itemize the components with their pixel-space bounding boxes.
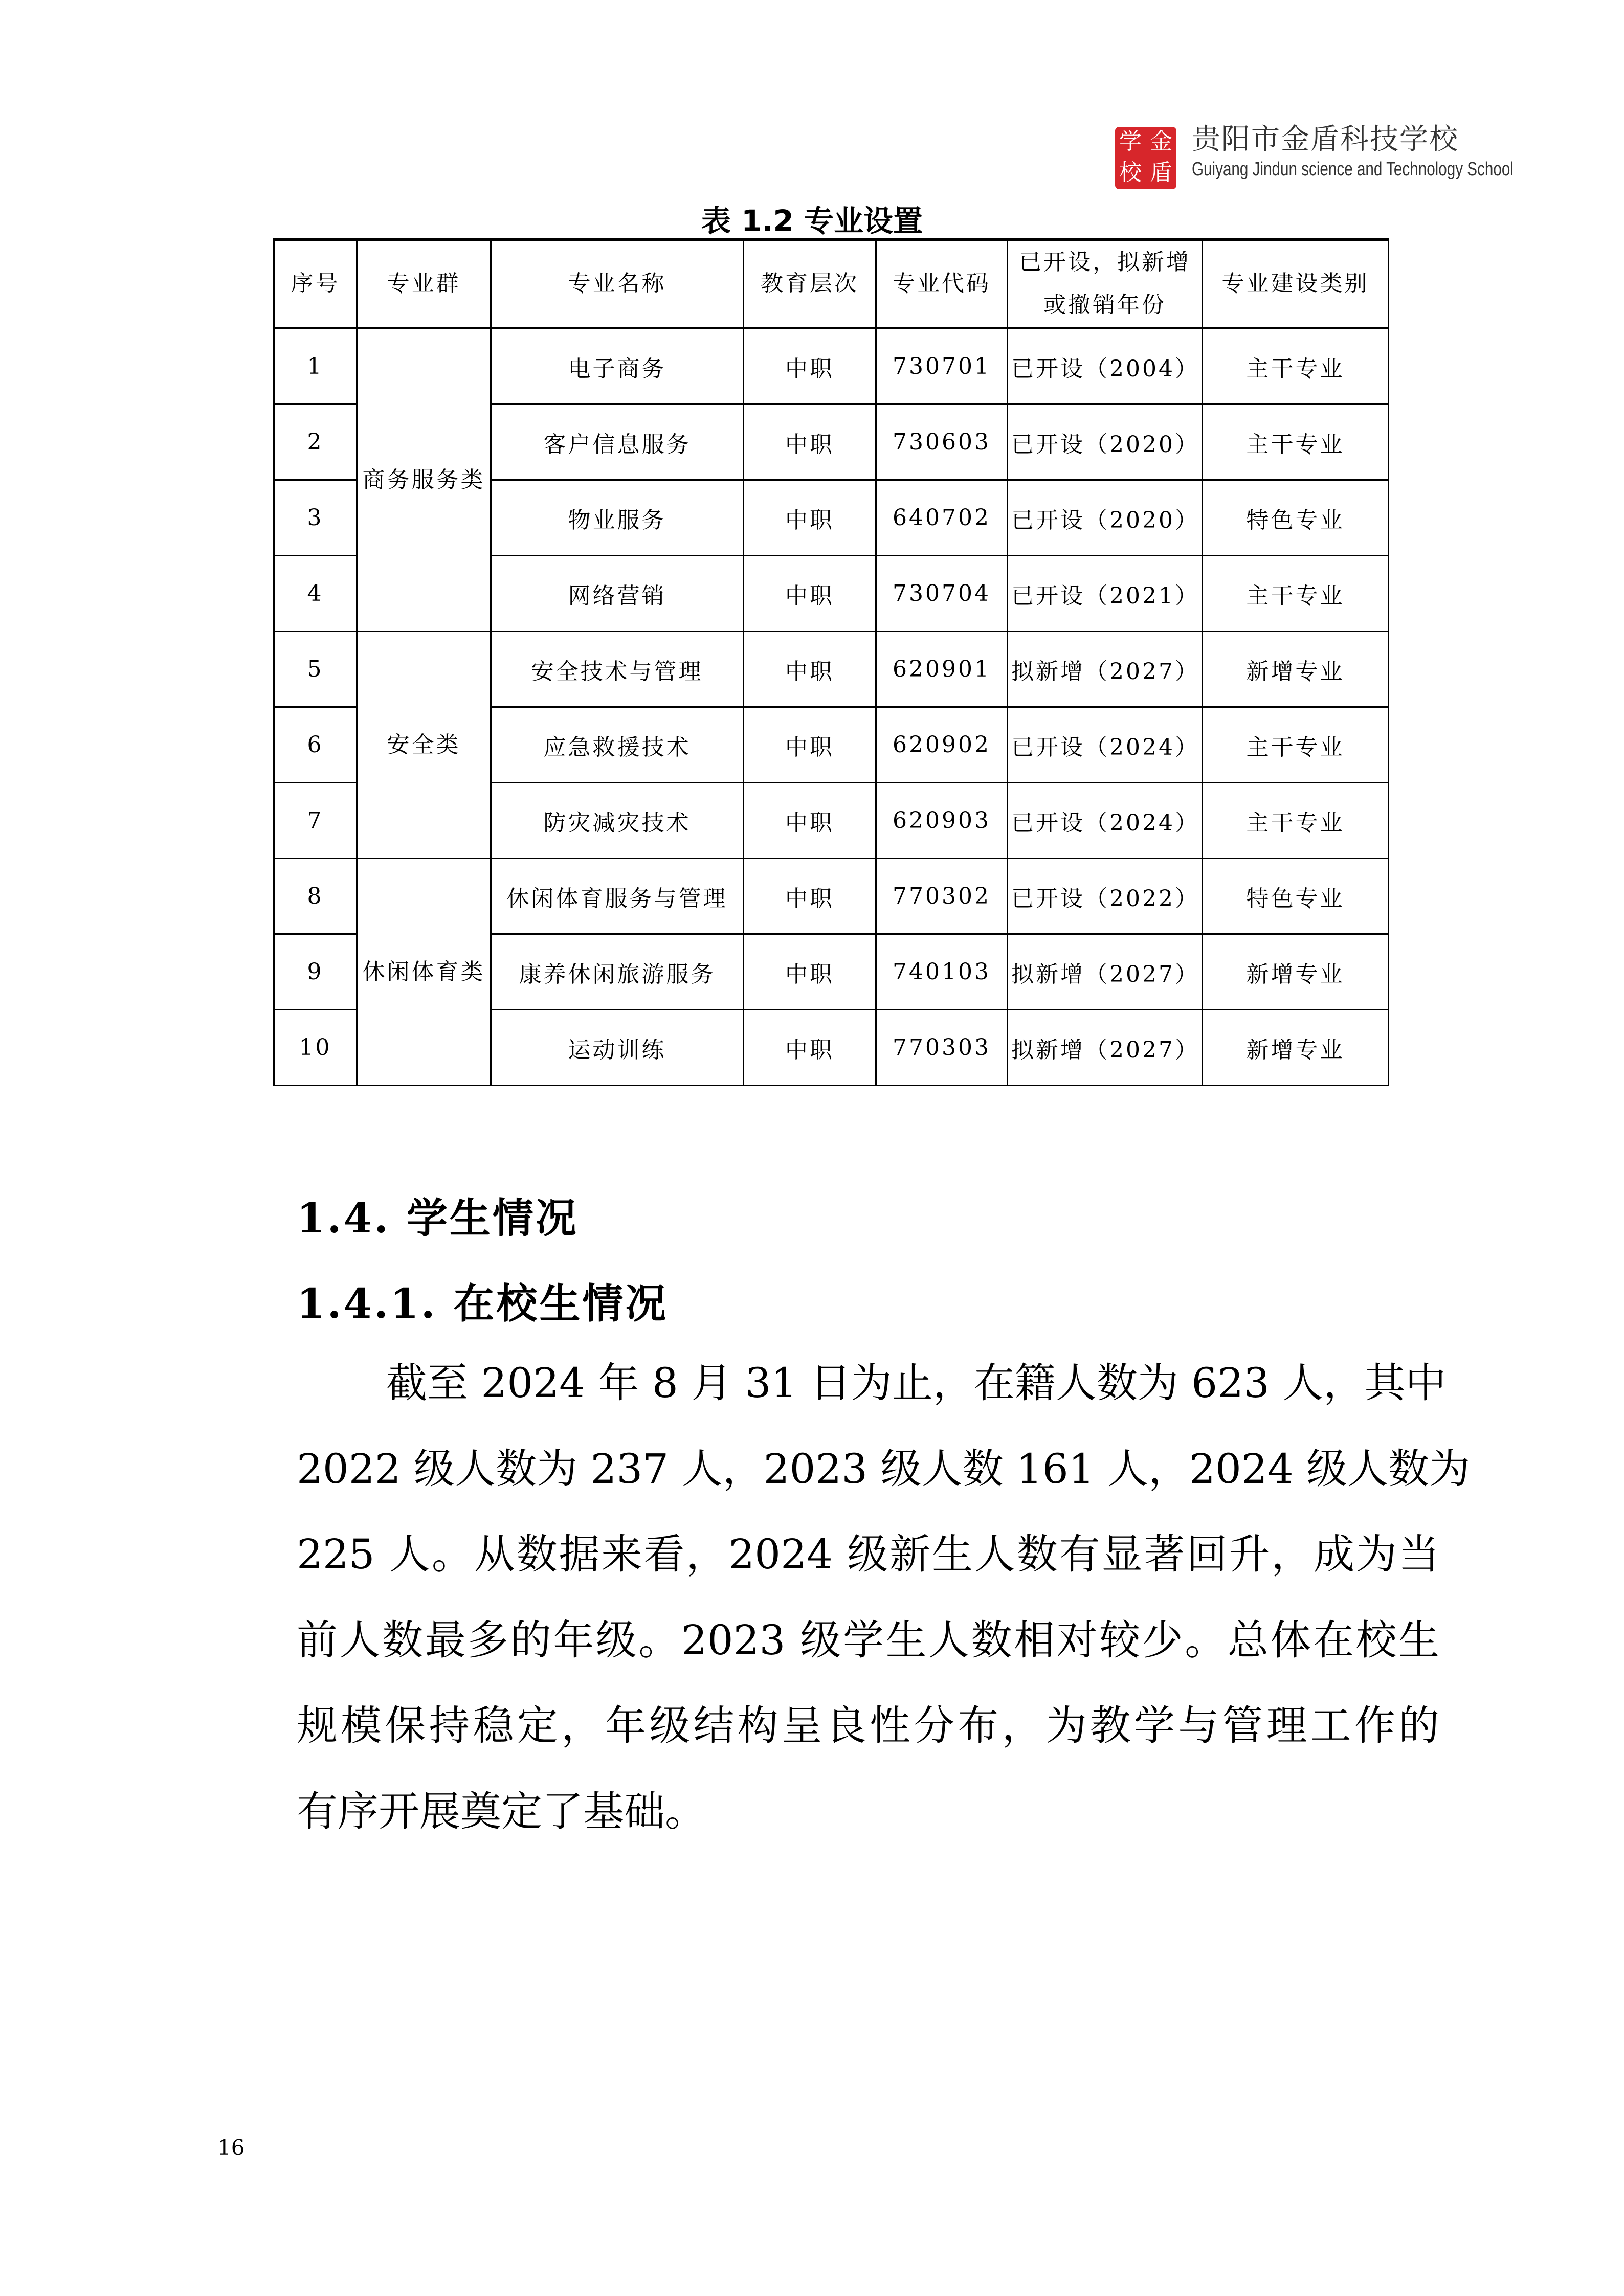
col-header: 专业建设类别 (1203, 240, 1389, 328)
status-cell: 已开设（2022） (1008, 859, 1203, 934)
row-number-cell: 7 (274, 783, 357, 859)
row-number-cell: 1 (274, 328, 357, 404)
major-name-cell: 客户信息服务 (491, 404, 744, 480)
col-header: 教育层次 (744, 240, 876, 328)
row-number-cell: 8 (274, 859, 357, 934)
section-heading: 1.4. 学生情况 (297, 1194, 579, 1242)
code-cell: 620903 (876, 783, 1008, 859)
col-header: 已开设，拟新增或撤销年份 (1008, 240, 1203, 328)
row-number-cell: 6 (274, 707, 357, 783)
col-header: 专业代码 (876, 240, 1008, 328)
subsection-heading: 1.4.1. 在校生情况 (297, 1279, 669, 1327)
level-cell: 中职 (744, 632, 876, 707)
school-logo (1115, 127, 1176, 189)
level-cell: 中职 (744, 480, 876, 556)
level-cell: 中职 (744, 556, 876, 632)
code-cell: 730701 (876, 328, 1008, 404)
type-cell: 主干专业 (1203, 556, 1389, 632)
type-cell: 新增专业 (1203, 1010, 1389, 1086)
code-cell: 730704 (876, 556, 1008, 632)
status-cell: 已开设（2024） (1008, 783, 1203, 859)
col-header: 专业名称 (491, 240, 744, 328)
status-cell: 已开设（2021） (1008, 556, 1203, 632)
code-cell: 620902 (876, 707, 1008, 783)
major-name-cell: 物业服务 (491, 480, 744, 556)
major-name-cell: 安全技术与管理 (491, 632, 744, 707)
major-table (273, 238, 1389, 1086)
status-cell: 拟新增（2027） (1008, 934, 1203, 1010)
level-cell: 中职 (744, 404, 876, 480)
school-name-cn: 贵阳市金盾科技学校 (1192, 123, 1459, 156)
major-name-cell: 康养休闲旅游服务 (491, 934, 744, 1010)
type-cell: 特色专业 (1203, 480, 1389, 556)
logo-char: 盾 (1150, 160, 1172, 186)
paragraph-line: 前人数最多的年级。2023 级学生人数相对较少。总体在校生 (297, 1616, 1439, 1664)
group-cell: 安全类 (357, 632, 491, 859)
status-cell: 已开设（2004） (1008, 328, 1203, 404)
row-number-cell: 9 (274, 934, 357, 1010)
table-row (274, 632, 1389, 707)
major-name-cell: 运动训练 (491, 1010, 744, 1086)
paragraph-line: 2022 级人数为 237 人，2023 级人数 161 人，2024 级人数为 (297, 1445, 1471, 1493)
status-cell: 已开设（2020） (1008, 480, 1203, 556)
major-name-cell: 应急救援技术 (491, 707, 744, 783)
level-cell: 中职 (744, 783, 876, 859)
table-caption: 表 1.2 专业设置 (701, 204, 923, 238)
code-cell: 640702 (876, 480, 1008, 556)
type-cell: 主干专业 (1203, 783, 1389, 859)
type-cell: 特色专业 (1203, 859, 1389, 934)
row-number-cell: 2 (274, 404, 357, 480)
code-cell: 730603 (876, 404, 1008, 480)
paragraph-line: 规模保持稳定，年级结构呈良性分布，为教学与管理工作的 (297, 1702, 1439, 1749)
page-number: 16 (217, 2135, 245, 2160)
code-cell: 770302 (876, 859, 1008, 934)
row-number-cell: 4 (274, 556, 357, 632)
status-cell: 已开设（2024） (1008, 707, 1203, 783)
level-cell: 中职 (744, 707, 876, 783)
level-cell: 中职 (744, 1010, 876, 1086)
level-cell: 中职 (744, 328, 876, 404)
table-header-row (274, 240, 1389, 328)
major-name-cell: 电子商务 (491, 328, 744, 404)
row-number-cell: 5 (274, 632, 357, 707)
code-cell: 620901 (876, 632, 1008, 707)
type-cell: 主干专业 (1203, 404, 1389, 480)
level-cell: 中职 (744, 859, 876, 934)
major-name-cell: 网络营销 (491, 556, 744, 632)
type-cell: 新增专业 (1203, 632, 1389, 707)
major-name-cell: 休闲体育服务与管理 (491, 859, 744, 934)
logo-char: 金 (1150, 128, 1172, 154)
row-number-cell: 3 (274, 480, 357, 556)
code-cell: 770303 (876, 1010, 1008, 1086)
code-cell: 740103 (876, 934, 1008, 1010)
col-header: 专业群 (357, 240, 491, 328)
status-cell: 拟新增（2027） (1008, 632, 1203, 707)
paragraph-line: 225 人。从数据来看，2024 级新生人数有显著回升，成为当 (297, 1530, 1439, 1578)
type-cell: 主干专业 (1203, 707, 1389, 783)
col-header: 序号 (274, 240, 357, 328)
type-cell: 新增专业 (1203, 934, 1389, 1010)
paragraph-line: 截至 2024 年 8 月 31 日为止，在籍人数为 623 人，其中 (386, 1359, 1447, 1407)
status-cell: 已开设（2020） (1008, 404, 1203, 480)
major-name-cell: 防灾减灾技术 (491, 783, 744, 859)
status-cell: 拟新增（2027） (1008, 1010, 1203, 1086)
row-number-cell: 10 (274, 1010, 357, 1086)
table-row (274, 859, 1389, 934)
logo-char: 学 (1119, 128, 1142, 154)
logo-char: 校 (1119, 160, 1142, 186)
paragraph-line: 有序开展奠定了基础。 (297, 1787, 706, 1835)
body-paragraph (297, 1355, 1471, 1869)
type-cell: 主干专业 (1203, 328, 1389, 404)
group-cell: 商务服务类 (357, 328, 491, 632)
table-row (274, 328, 1389, 404)
group-cell: 休闲体育类 (357, 859, 491, 1086)
level-cell: 中职 (744, 934, 876, 1010)
school-name-en: Guiyang Jindun science and Technology School (1192, 159, 1514, 180)
